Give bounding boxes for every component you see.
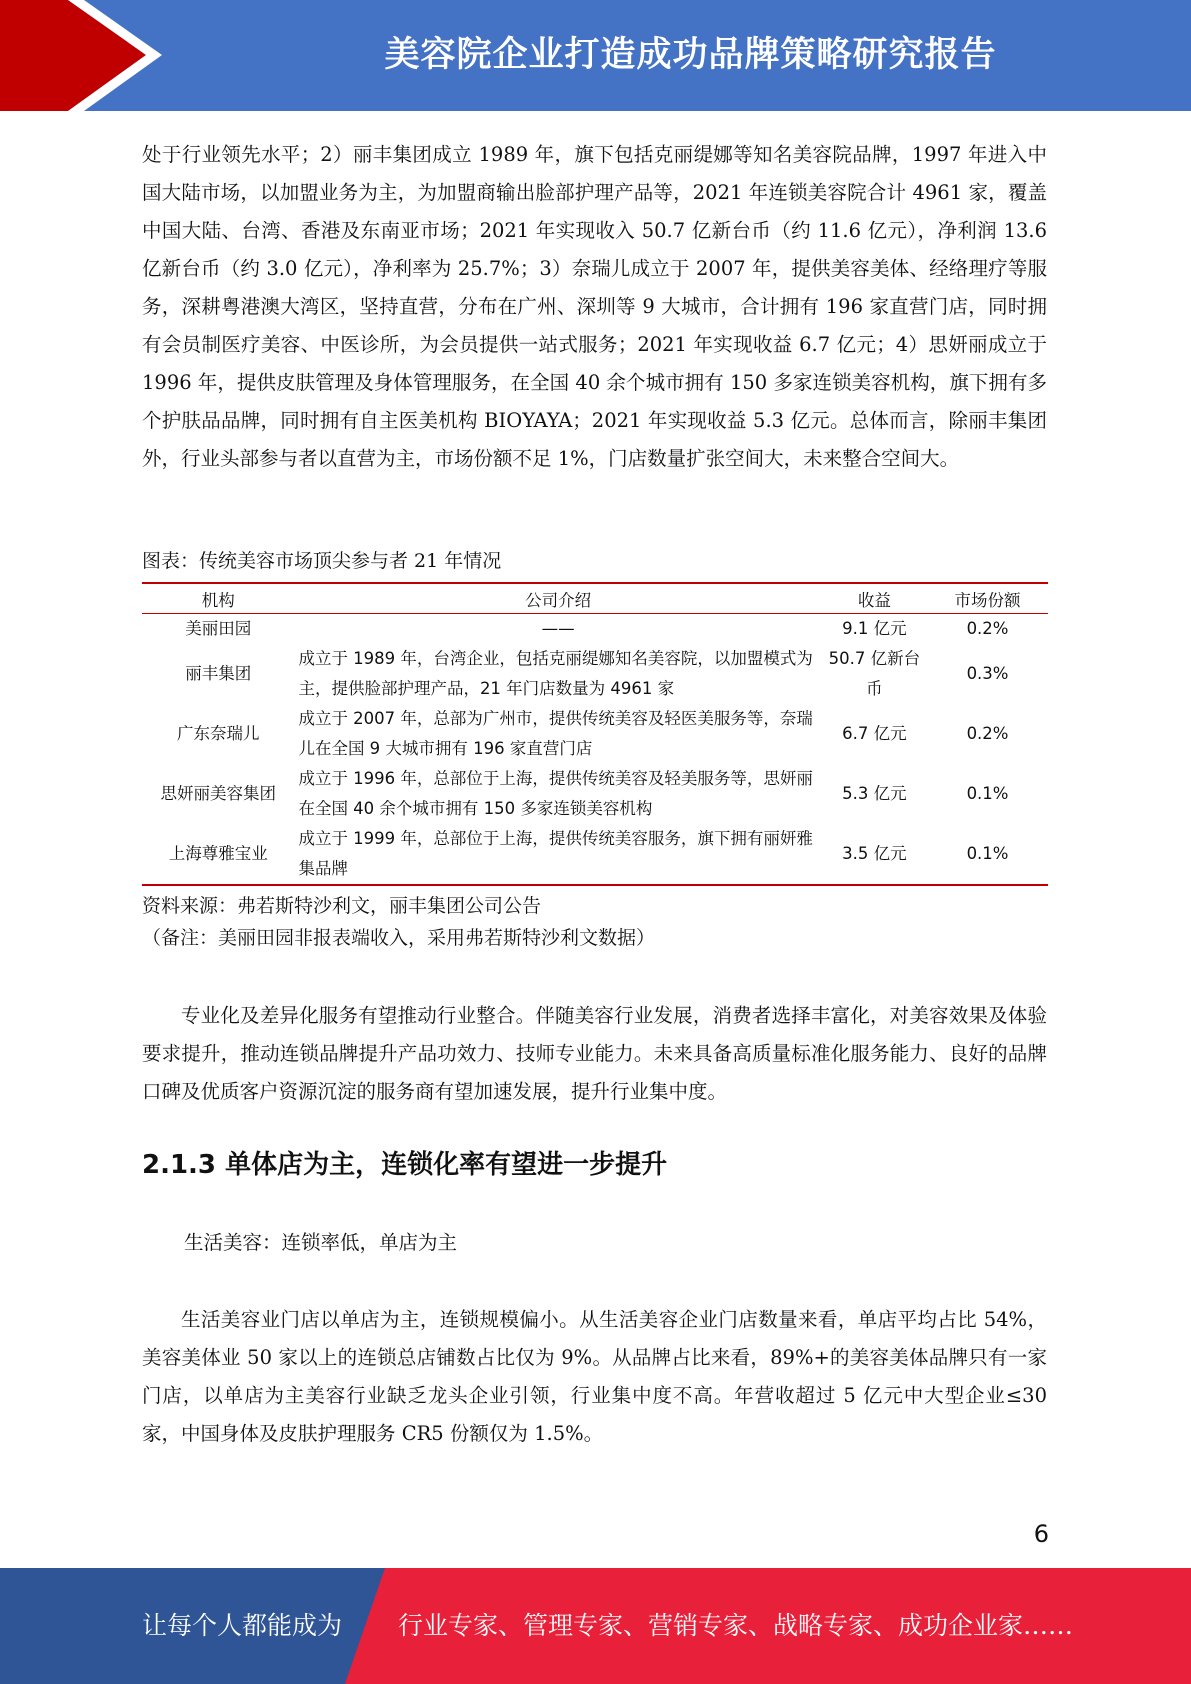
cell-intro: 成立于 1989 年，台湾企业，包括克丽缇娜知名美容院，以加盟模式为主，提供脸部护理产品，21 年门店数量为 4961 家	[298, 649, 813, 698]
column-header-intro: 公司介绍	[294, 583, 821, 614]
cell-intro: ——	[541, 619, 575, 638]
footer-band	[0, 1568, 1191, 1684]
cell-revenue: 3.5 亿元	[822, 824, 927, 885]
cell-revenue: 6.7 亿元	[842, 724, 907, 743]
cell-intro: 成立于 2007 年，总部为广州市，提供传统美容及轻医美服务等，奈瑞儿在全国 9 大城市拥有 196 家直营门店	[298, 709, 813, 758]
cell-org: 上海尊雅宝业	[142, 824, 294, 885]
column-header-org: 机构	[142, 583, 294, 614]
cell-share: 0.3%	[966, 664, 1009, 683]
section-paragraph: 生活美容业门店以单店为主，连锁规模偏小。从生活美容企业门店数量来看，单店平均占比 54%，美容美体业 50 家以上的连锁总店铺数占比仅为 9%。从品牌占比来看，89%+的美容美体品牌只有一家门店，以单店为主美容行业缺乏龙头企业引领，行业集中度不高。年营收超过 5 亿元中大型企业≤30 家，中国身体及皮肤护理服务 CR5 份额仅为 1.5%。	[142, 1308, 1047, 1445]
footer-slogan-right: 行业专家、管理专家、营销专家、战略专家、成功企业家……	[398, 1611, 1074, 1640]
table-caption: 图表：传统美容市场顶尖参与者 21 年情况	[142, 550, 502, 572]
cell-org: 丽丰集团	[185, 664, 252, 683]
table-source: 资料来源：弗若斯特沙利文，丽丰集团公司公告	[142, 895, 542, 917]
cell-intro: 成立于 1996 年，总部位于上海，提供传统美容及轻美服务等，思妍丽在全国 40 余个城市拥有 150 多家连锁美容机构	[298, 769, 813, 818]
cell-share: 0.2%	[966, 619, 1009, 638]
cell-revenue: 5.3 亿元	[842, 784, 907, 803]
cell-org: 思妍丽美容集团	[160, 784, 276, 803]
header-band	[0, 0, 1191, 111]
table-header-row	[142, 583, 1048, 614]
table-source-block	[142, 890, 655, 954]
table-row	[142, 824, 1048, 885]
column-header-revenue: 收益	[822, 583, 927, 614]
page-number: 6	[1033, 1520, 1049, 1548]
market-players-table	[142, 582, 1048, 886]
column-header-share: 市场份额	[927, 583, 1048, 614]
cell-org: 广东奈瑞儿	[176, 724, 260, 743]
cell-share: 0.1%	[966, 784, 1009, 803]
report-title: 美容院企业打造成功品牌策略研究报告	[384, 35, 997, 75]
cell-org: 美丽田园	[185, 619, 252, 638]
cell-intro: 成立于 1999 年，总部位于上海，提供传统美容服务，旗下拥有丽妍雅集品牌	[294, 824, 821, 885]
cell-revenue: 9.1 亿元	[842, 619, 907, 638]
cell-share: 0.2%	[966, 724, 1009, 743]
integration-paragraph: 专业化及差异化服务有望推动行业整合。伴随美容行业发展，消费者选择丰富化，对美容效果及体验要求提升，推动连锁品牌提升产品功效力、技师专业能力。未来具备高质量标准化服务能力、良好的品牌口碑及优质客户资源沉淀的服务商有望加速发展，提升行业集中度。	[142, 1004, 1047, 1103]
section-heading: 2.1.3 单体店为主，连锁化率有望进一步提升	[142, 1150, 668, 1180]
section-sub-label: 生活美容：连锁率低，单店为主	[184, 1231, 458, 1254]
table-note: （备注：美丽田园非报表端收入，采用弗若斯特沙利文数据）	[142, 927, 656, 949]
table-row	[142, 764, 1048, 824]
cell-share: 0.1%	[927, 824, 1048, 885]
table-row	[142, 614, 1048, 645]
cell-revenue: 50.7 亿新台币	[828, 649, 921, 698]
table-row	[142, 704, 1048, 764]
table-row	[142, 644, 1048, 704]
footer-slogan-left: 让每个人都能成为	[142, 1611, 343, 1640]
intro-paragraph: 处于行业领先水平；2）丽丰集团成立 1989 年，旗下包括克丽缇娜等知名美容院品牌，1997 年进入中国大陆市场，以加盟业务为主，为加盟商输出脸部护理产品等，2021 年连锁美容院合计 4961 家，覆盖中国大陆、台湾、香港及东南亚市场；2021 年实现收入 50.7 亿新台币（约 11.6 亿元），净利润 13.6 亿新台币（约 3.0 亿元），净利率为 25.7%；3）奈瑞儿成立于 2007 年，提供美容美体、经络理疗等服务，深耕粤港澳大湾区，坚持直营，分布在广州、深圳等 9 大城市，合计拥有 196 家直营门店，同时拥有会员制医疗美容、中医诊所，为会员提供一站式服务；2021 年实现收益 6.7 亿元；4）思妍丽成立于 1996 年，提供皮肤管理及身体管理服务，在全国 40 余个城市拥有 150 多家连锁美容机构，旗下拥有多个护肤品品牌，同时拥有自主医美机构 BIOYAYA；2021 年实现收益 5.3 亿元。总体而言，除丽丰集团外，行业头部参与者以直营为主，市场份额不足 1%，门店数量扩张空间大，未来整合空间大。	[142, 143, 1047, 470]
